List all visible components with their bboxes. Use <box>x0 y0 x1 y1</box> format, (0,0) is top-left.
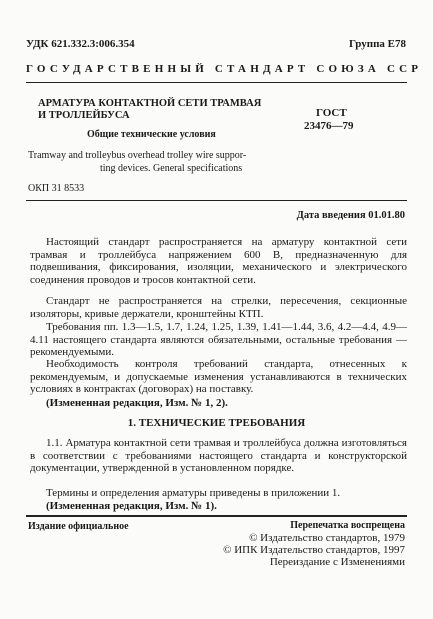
amendment-note-1: (Измененная редакция, Изм. № 1, 2). <box>46 397 228 409</box>
amendment-note-2: (Измененная редакция, Изм. № 1). <box>46 500 217 512</box>
document-title-line-2: И ТРОЛЛЕЙБУСА <box>38 110 130 121</box>
document-title <box>38 98 261 122</box>
exclusions-paragraph: Стандарт не распространяется на стрелки, пересечения, секционные изоляторы, кривые держатели, кронштейны КТП. <box>30 295 407 320</box>
middle-divider <box>26 200 407 201</box>
section-heading: 1. ТЕХНИЧЕСКИЕ ТРЕБОВАНИЯ <box>127 417 306 429</box>
introduction-date-value: 01.01.80 <box>368 210 405 221</box>
reprint-prohibited-label: Перепечатка воспрещена <box>290 520 405 531</box>
terms-paragraph: Термины и определения арматуры приведены в приложении 1. <box>46 487 341 499</box>
standard-title: ГОСУДАРСТВЕННЫЙ СТАНДАРТ СОЮЗА ССР <box>26 63 423 75</box>
mandatory-requirements-paragraph: Требования пп. 1.3—1.5, 1.7, 1.24, 1.25, 1.39, 1.41—1.44, 3.6, 4.2—4.4, 4.9—4.11 настоящего стандарта являются обязательными, остальные требования — рекомендуемыми. <box>30 321 407 359</box>
english-title <box>28 150 246 175</box>
english-title-line-1: Tramway and trolleybus overhead trolley wire suppor- <box>28 150 247 161</box>
english-title-line-2: ting devices. General specifications <box>100 162 243 174</box>
gost-label: ГОСТ <box>316 107 347 119</box>
clause-1-1: 1.1. Арматура контактной сети трамвая и троллейбуса должна изготовляться в соответствии с требованиями настоящего стандарта и конструкторской документации, утвержденной в установленном порядке. <box>30 437 407 475</box>
scope-paragraph: Настоящий стандарт распространяется на арматуру контактной сети трамвая и троллейбуса напряжением 600 В, предназначенную для подвешивания, фиксирования, изоляции, механического и электрического соединения проводов и тросов контактной сети. <box>30 236 407 286</box>
document-subtitle: Общие технические условия <box>87 129 216 140</box>
copyright-1979: © Издательство стандартов, 1979 <box>249 532 405 544</box>
udk-code: УДК 621.332.3:006.354 <box>26 38 135 50</box>
bottom-divider <box>26 515 407 517</box>
okp-code: ОКП 31 8533 <box>28 183 85 194</box>
introduction-date <box>297 210 405 221</box>
group-code: Группа Е78 <box>348 38 406 50</box>
introduction-date-label: Дата введения <box>296 210 366 221</box>
top-divider <box>26 82 407 83</box>
reissue-note: Переиздание с Изменениями <box>269 556 405 568</box>
copyright-1997: © ИПК Издательство стандартов, 1997 <box>223 544 405 556</box>
gost-number: 23476—79 <box>304 120 354 132</box>
official-edition-label: Издание официальное <box>28 521 129 532</box>
document-title-line-1: АРМАТУРА КОНТАКТНОЙ СЕТИ ТРАМВАЯ <box>38 98 262 109</box>
control-paragraph: Необходимость контроля требований стандарта, отнесенных к рекомендуемым, и допускаемые изменения устанавливаются в технических условиях в контрактах (договорах) на поставку. <box>30 358 407 396</box>
